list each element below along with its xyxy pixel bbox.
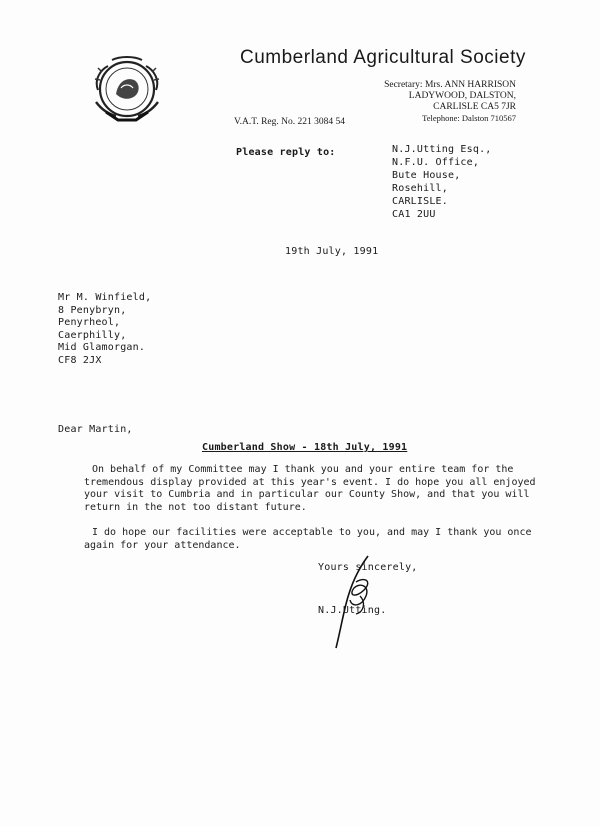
body-line: return in the not too distant future. <box>84 501 307 513</box>
body-line: again for your attendance. <box>84 539 241 551</box>
secretary-line: Secretary: Mrs. ANN HARRISON <box>384 80 516 90</box>
reply-address-line: Rosehill, <box>392 183 448 194</box>
recipient-address-line: Penyrheol, <box>58 317 121 328</box>
address-line: LADYWOOD, DALSTON, <box>408 91 516 101</box>
body-paragraph-2 <box>84 527 532 552</box>
recipient-address-line: Caerphilly, <box>58 329 127 341</box>
body-line: your visit to Cumbria and in particular our County Show, and that you will <box>84 489 530 500</box>
recipient-address-line: 8 Penybryn, <box>58 304 127 316</box>
closing: Yours sincerely, <box>318 562 418 573</box>
body-paragraph-1 <box>84 464 536 514</box>
society-seal-logo <box>88 50 166 128</box>
society-name: Cumberland Agricultural Society <box>240 47 526 68</box>
reply-address-line: N.F.U. Office, <box>392 157 480 168</box>
address-line: CARLISLE CA5 7JR <box>433 102 516 112</box>
body-line: On behalf of my Committee may I thank you and your entire team for the <box>92 464 514 475</box>
recipient-address <box>58 292 151 367</box>
reply-address-line: CARLISLE. <box>392 196 448 207</box>
reply-address-line: Bute House, <box>392 170 461 181</box>
reply-address-line: CA1 2UU <box>392 209 436 220</box>
recipient-address-line: Mr M. Winfield, <box>58 292 152 303</box>
recipient-address-line: Mid Glamorgan. <box>58 342 146 353</box>
body-line: tremendous display provided at this year's event. I do hope you all enjoyed <box>84 476 536 488</box>
body-line: I do hope our facilities were acceptable to you, and may I thank you once <box>92 527 532 538</box>
subject-heading: Cumberland Show - 18th July, 1991 <box>202 442 408 453</box>
handwritten-signature <box>326 552 386 652</box>
reply-label: Please reply to: <box>236 147 336 158</box>
letter-date: 19th July, 1991 <box>285 246 379 257</box>
secretary-block <box>384 80 516 124</box>
vat-number: V.A.T. Reg. No. 221 3084 54 <box>234 117 346 127</box>
telephone-line: Telephone: Dalston 710567 <box>422 113 516 123</box>
reply-address <box>392 143 492 221</box>
salutation: Dear Martin, <box>58 424 133 435</box>
signatory-name: N.J.Utting. <box>318 605 387 616</box>
recipient-address-line: CF8 2JX <box>58 354 102 366</box>
reply-address-line: N.J.Utting Esq., <box>392 144 492 155</box>
